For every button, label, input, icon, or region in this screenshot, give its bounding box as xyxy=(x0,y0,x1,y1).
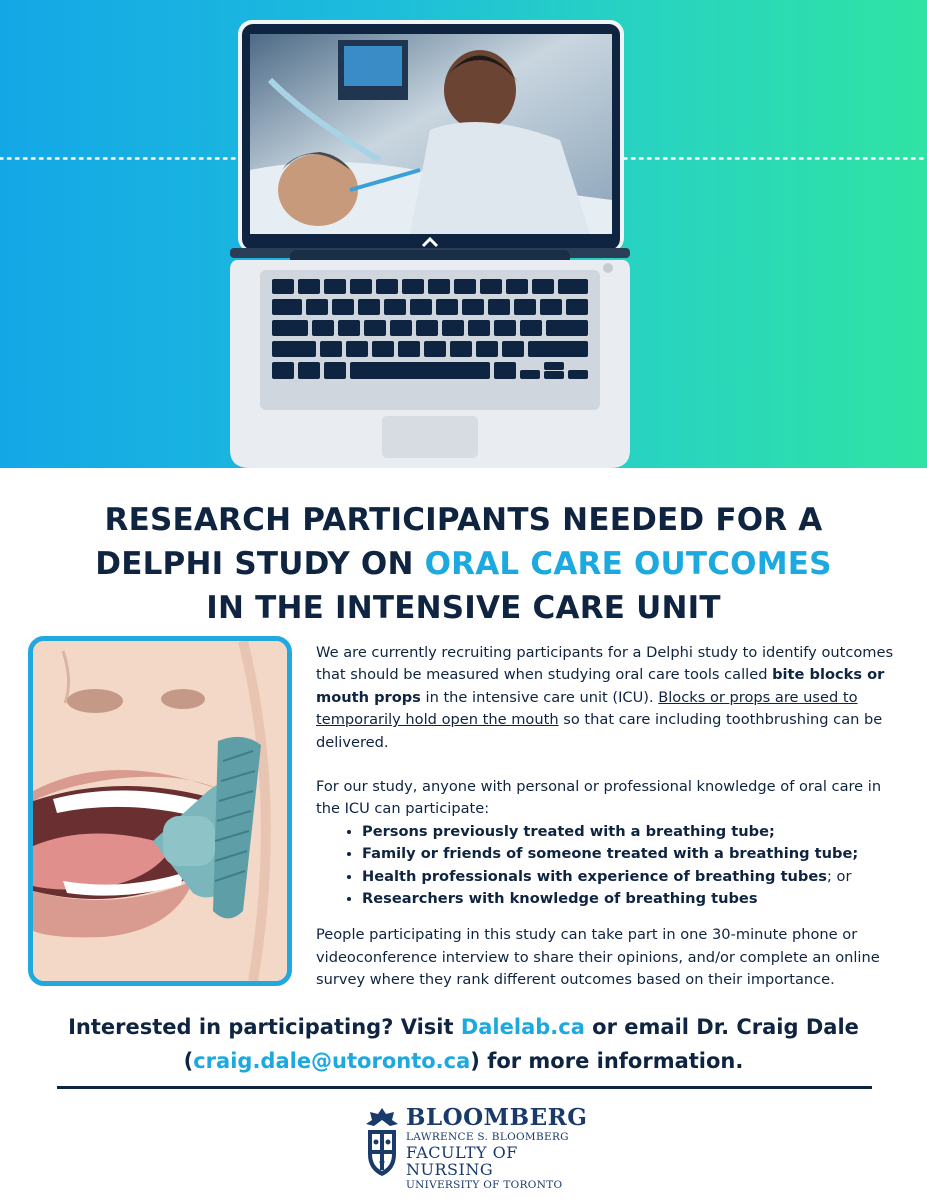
icu-photo xyxy=(250,34,612,234)
cta-line-1 xyxy=(0,1010,927,1044)
list-item-suffix: ; or xyxy=(826,867,852,885)
cta-prefix: Interested in participating? Visit xyxy=(68,1015,461,1039)
cta-suffix: ) for more information. xyxy=(470,1049,744,1073)
mouth-prop-illustration xyxy=(28,636,292,986)
intro-text-3: in the intensive care unit (ICU). xyxy=(420,688,659,706)
email-link[interactable]: craig.dale@utoronto.ca xyxy=(193,1049,471,1073)
list-item xyxy=(362,866,908,888)
participation-paragraph: People participating in this study can take part in one 30-minute phone or videoconference interview to share their opinions, and/or complete an online survey where they rank different outcomes based on their importance. xyxy=(316,926,880,989)
university-crest-icon xyxy=(364,1106,400,1178)
laptop-illustration xyxy=(230,20,630,468)
list-item: • Family or friends of someone treated with a breathing tube; xyxy=(362,843,908,865)
hero-banner xyxy=(0,0,927,468)
cta-line-2 xyxy=(0,1044,927,1078)
list-item: • Researchers with knowledge of breathing tubes xyxy=(362,888,908,910)
intro-bold-term: bite blocks or mouth props xyxy=(316,666,885,706)
intro-text-1: We are currently recruiting participants for a Delphi study to identify outcomes that should be measured when studying oral care tools called xyxy=(316,644,894,684)
cta-mid: or email Dr. Craig Dale xyxy=(584,1015,859,1039)
dalelab-link[interactable]: Dalelab.ca xyxy=(460,1015,585,1039)
headline-highlight: ORAL CARE OUTCOMES xyxy=(424,546,832,582)
call-to-action xyxy=(0,1010,927,1078)
eligibility-list xyxy=(316,821,908,911)
intro-underlined: Blocks or props are used to temporarily hold open the mouth xyxy=(316,688,858,729)
list-item: • Persons previously treated with a breathing tube; xyxy=(362,821,908,843)
logo-line-4: UNIVERSITY OF TORONTO xyxy=(406,1179,563,1191)
logo-wordmark xyxy=(406,1106,594,1192)
bloomberg-nursing-logo xyxy=(364,1104,594,1191)
intro-text-5: so that care including toothbrushing can be delivered. xyxy=(316,711,883,751)
headline xyxy=(0,498,927,630)
cta-open-paren: ( xyxy=(183,1049,194,1073)
headline-line-1: RESEARCH PARTICIPANTS NEEDED FOR A xyxy=(104,502,823,538)
mouth-prop-drawing xyxy=(33,641,287,981)
logo-line-3: FACULTY OF NURSING xyxy=(406,1143,518,1179)
headline-line-2-prefix: DELPHI STUDY ON xyxy=(95,546,425,582)
headline-line-3: IN THE INTENSIVE CARE UNIT xyxy=(206,590,721,626)
headline-line-2 xyxy=(0,542,927,586)
intro-paragraph xyxy=(316,642,908,754)
logo-line-1: BLOOMBERG xyxy=(406,1104,588,1131)
divider-rule xyxy=(57,1086,872,1089)
eligibility-lead: For our study, anyone with personal or professional knowledge of oral care in the ICU can participate: xyxy=(316,778,882,818)
body-text xyxy=(316,642,908,992)
logo-line-2: LAWRENCE S. BLOOMBERG xyxy=(406,1131,569,1143)
list-item-text: Health professionals with experience of breathing tubes xyxy=(362,867,827,885)
